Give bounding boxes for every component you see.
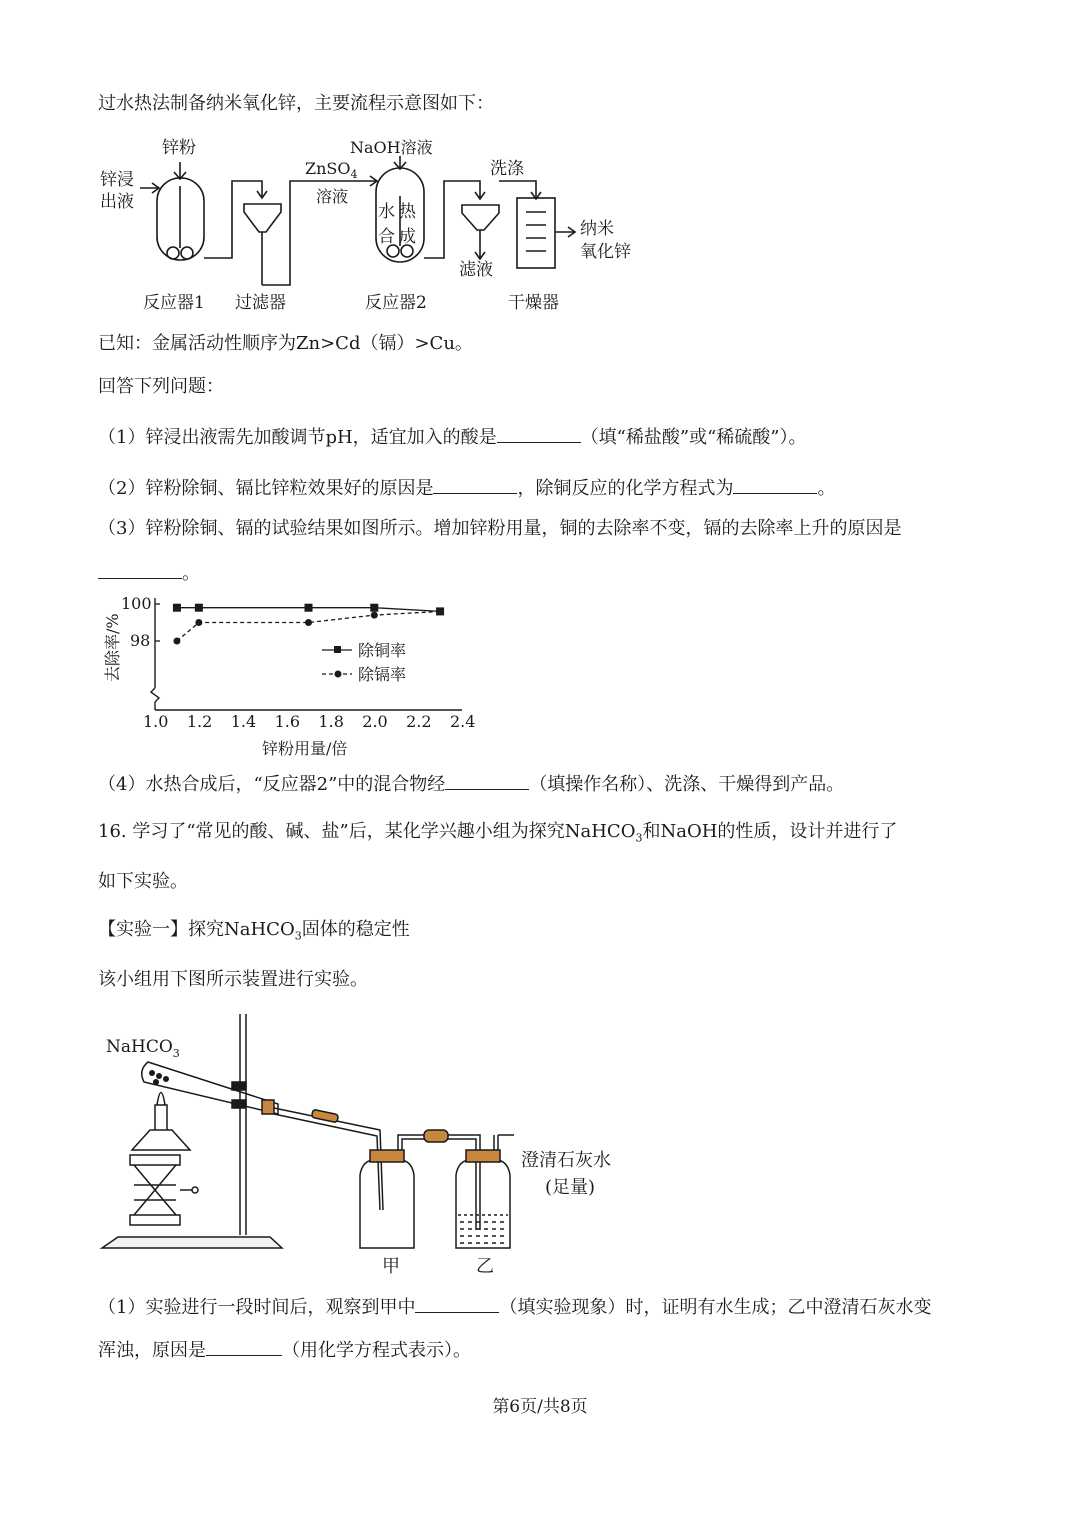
data-point-cadmium (305, 619, 312, 626)
label-limewater: 澄清石灰水 (521, 1150, 611, 1171)
label-wash: 洗涤 (490, 159, 524, 179)
removal-rate-chart (90, 585, 490, 765)
experiment-1-title: 【实验一】探究NaHCO$_3$固体的稳定性 (98, 919, 410, 943)
legend-cadmium: 除镉率 (358, 665, 407, 684)
bottle-jia (360, 1160, 414, 1248)
label-solution: 溶液 (316, 187, 349, 206)
label-hydro-2: 热 (399, 202, 416, 222)
label-leach-1: 锌浸 (100, 170, 134, 190)
label-jia: 甲 (382, 1256, 400, 1277)
dryer-box (517, 198, 555, 268)
label-hydro-1: 水 (378, 202, 395, 222)
data-point-copper (370, 604, 378, 612)
data-point-copper (195, 604, 203, 612)
experiment-1-desc: 该小组用下图所示装置进行实验。 (98, 969, 368, 990)
question-3-blank-line: 。 (98, 560, 200, 586)
x-axis-label: 锌粉用量/倍 (262, 739, 348, 758)
filter2-funnel (462, 205, 499, 230)
label-product-1: 纳米 (580, 219, 614, 239)
data-point-copper (173, 604, 181, 612)
label-dryer: 干燥器 (508, 293, 559, 313)
answer-blank[interactable] (98, 560, 182, 579)
question-2: （2）锌粉除铜、镉比锌粒效果好的原因是 ，除铜反应的化学方程式为 。 (98, 475, 835, 501)
page-footer: 第6页/共8页 (492, 1397, 588, 1417)
answer-blank[interactable] (733, 475, 817, 494)
answer-blank[interactable] (445, 771, 529, 790)
label-yi: 乙 (476, 1256, 494, 1277)
label-hydro-3: 合 (378, 227, 395, 247)
x-tick-label: 2.0 (362, 712, 388, 731)
label-hydro-4: 成 (399, 227, 416, 247)
answer-blank[interactable] (433, 475, 517, 494)
label-filtrate: 滤液 (459, 260, 493, 280)
intro-text: 过水热法制备纳米氧化锌，主要流程示意图如下： (98, 93, 494, 114)
data-point-cadmium (173, 638, 180, 645)
answer-blank[interactable] (415, 1294, 499, 1313)
legend-circle-icon (335, 671, 342, 678)
experiment-1-question-1-line2: 浑浊，原因是 （用化学方程式表示）。 (98, 1337, 471, 1363)
bottle-yi (456, 1160, 510, 1248)
x-tick-label: 1.8 (318, 712, 344, 731)
data-point-copper (305, 604, 313, 612)
process-flow-diagram (0, 128, 700, 318)
experiment-1-question-1: （1）实验进行一段时间后，观察到甲中 （填实验现象）时，证明有水生成；乙中澄清石灰水变 (98, 1294, 931, 1320)
label-reactor2: 反应器2 (365, 293, 427, 313)
label-znso4: ZnSO$_4$ (305, 159, 358, 181)
x-tick-label: 1.0 (143, 712, 169, 731)
data-point-cadmium (195, 619, 202, 626)
data-point-cadmium (371, 612, 378, 619)
question-16-line2: 如下实验。 (98, 871, 188, 892)
question-16: 16. 学习了“常见的酸、碱、盐”后，某化学兴趣小组为探究NaHCO$_3$和NaOH的性质，设计并进行了 (98, 821, 898, 845)
series-line-cadmium (177, 611, 440, 641)
x-tick-label: 1.2 (186, 712, 213, 731)
label-sufficient: (足量) (545, 1177, 596, 1198)
y-axis-break (151, 688, 159, 702)
data-point-cadmium (437, 608, 444, 615)
y-axis-label: 去除率/% (103, 613, 122, 682)
legend-copper: 除铜率 (358, 641, 407, 660)
x-tick-label: 1.6 (274, 712, 301, 731)
question-3: （3）锌粉除铜、镉的试验结果如图所示。增加锌粉用量，铜的去除率不变，镉的去除率上升的原因是 (98, 518, 902, 539)
apparatus-diagram (90, 1010, 650, 1285)
label-product-2: 氧化锌 (580, 242, 631, 262)
legend-square-icon (334, 646, 341, 653)
question-4: （4）水热合成后，“反应器2”中的混合物经 （填操作名称）、洗涤、干燥得到产品。 (98, 771, 844, 797)
known-text: 已知：金属活动性顺序为Zn>Cd（镉）>Cu。 (98, 333, 473, 354)
label-nahco3: NaHCO$_3$ (106, 1037, 180, 1060)
label-reactor1: 反应器1 (143, 293, 205, 313)
x-tick-label: 1.4 (230, 712, 257, 731)
y-tick-label: 100 (121, 594, 152, 613)
answer-prompt: 回答下列问题： (98, 376, 224, 397)
label-filter: 过滤器 (235, 293, 286, 313)
x-tick-label: 2.2 (406, 712, 432, 731)
answer-blank[interactable] (206, 1337, 282, 1356)
question-1: （1）锌浸出液需先加酸调节pH，适宜加入的酸是 （填“稀盐酸”或“稀硫酸”）。 (98, 424, 806, 450)
y-tick-label: 98 (130, 631, 151, 650)
answer-blank[interactable] (497, 424, 581, 443)
x-tick-label: 2.4 (450, 712, 476, 731)
label-zinc-powder: 锌粉 (162, 138, 196, 158)
filter1-funnel (244, 204, 281, 232)
label-leach-2: 出液 (100, 192, 134, 212)
label-naoh: NaOH溶液 (350, 138, 433, 157)
